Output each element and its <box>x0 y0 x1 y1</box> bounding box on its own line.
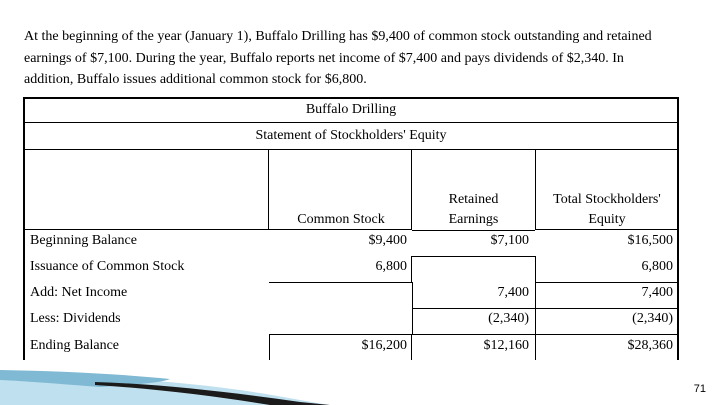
header-retained-earnings-line2: Earnings <box>448 212 499 227</box>
retained-earnings-cell: (2,340) <box>488 311 529 326</box>
row-rule <box>412 230 535 257</box>
row-label: Issuance of Common Stock <box>30 259 185 274</box>
page-number: 71 <box>693 383 706 395</box>
row-rule <box>269 256 412 283</box>
retained-earnings-cell: $7,100 <box>490 233 529 248</box>
statement-title: Statement of Stockholders' Equity <box>255 128 447 143</box>
intro-line: earnings of $7,100. During the year, Buffalo reports net income of $7,400 and pays dividends of $2,340. In <box>24 50 624 66</box>
total-equity-cell: $16,500 <box>627 233 673 248</box>
intro-line: addition, Buffalo issues additional common stock for $6,800. <box>24 72 367 87</box>
common-stock-cell: 6,800 <box>375 259 407 274</box>
common-stock-cell: $16,200 <box>361 338 407 353</box>
total-equity-cell: (2,340) <box>632 311 673 326</box>
row-label: Ending Balance <box>30 338 120 353</box>
header-retained-earnings-line1: Retained <box>448 192 499 207</box>
row-rule <box>412 334 535 360</box>
total-equity-cell: 7,400 <box>641 285 673 300</box>
company-name: Buffalo Drilling <box>305 102 397 117</box>
row-rule <box>269 334 412 360</box>
row-label: Add: Net Income <box>30 285 128 300</box>
total-equity-cell: $28,360 <box>627 338 673 353</box>
row-rule <box>412 282 535 309</box>
row-rule <box>535 334 679 360</box>
row-label: Beginning Balance <box>30 233 137 248</box>
row-rule <box>412 308 535 335</box>
common-stock-cell: $9,400 <box>368 233 407 248</box>
label-column <box>23 150 269 230</box>
row-rule <box>535 308 679 335</box>
decorative-swoosh <box>0 365 720 405</box>
row-rule <box>535 282 679 309</box>
retained-earnings-cell: $12,160 <box>483 338 529 353</box>
total-equity-cell: 6,800 <box>641 259 673 274</box>
intro-line: At the beginning of the year (January 1), Buffalo Drilling has $9,400 of common stock outstanding and retained <box>24 29 652 44</box>
header-total-equity-line2: Equity <box>588 212 626 227</box>
row-rule <box>535 256 679 283</box>
problem-statement <box>24 26 704 91</box>
stockholders-equity-statement <box>23 97 679 360</box>
retained-earnings-cell: 7,400 <box>497 285 529 300</box>
row-label: Less: Dividends <box>30 311 121 326</box>
header-common-stock: Common Stock <box>297 212 385 227</box>
header-total-equity-line1: Total Stockholders' <box>553 192 661 207</box>
